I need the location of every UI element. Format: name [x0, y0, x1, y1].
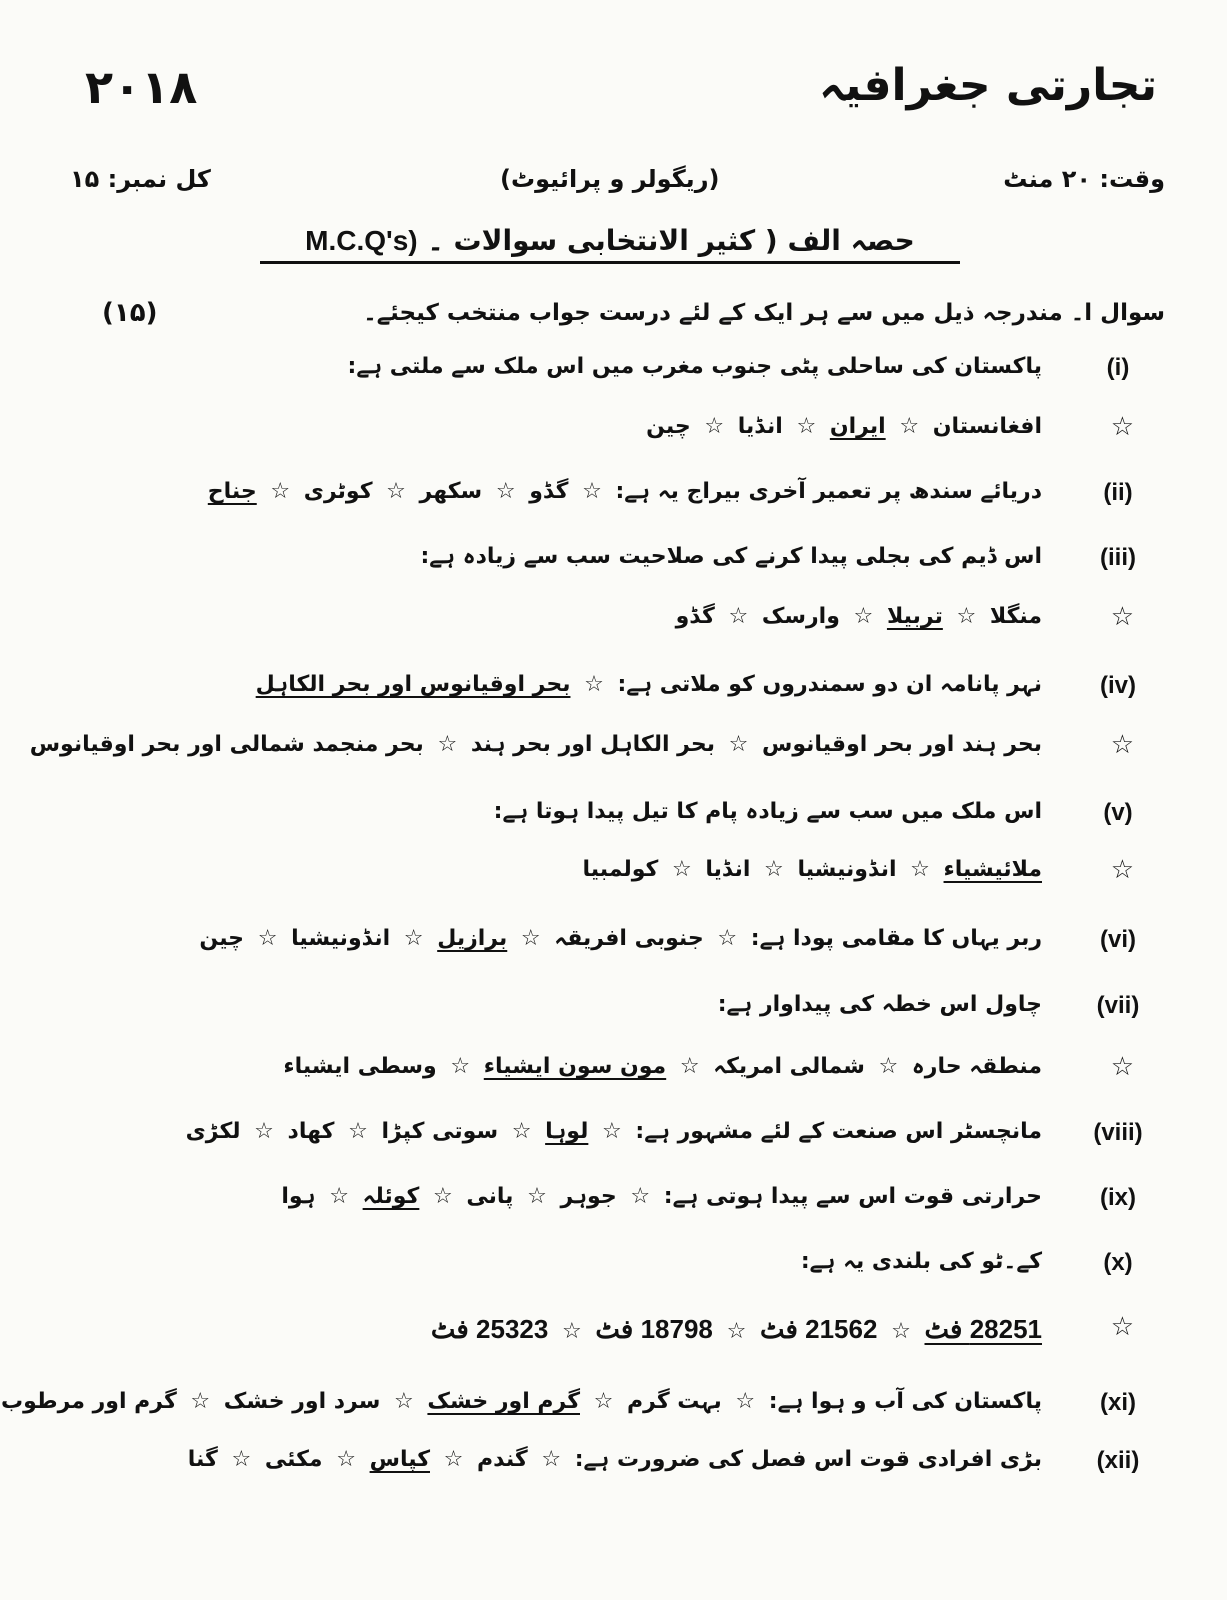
option-1: لوہا: [545, 1119, 589, 1144]
question-text: ربر یہاں کا مقامی پودا ہے:: [750, 926, 1042, 951]
mcq-item: [80, 988, 1150, 1036]
option-1: جوہر: [560, 1184, 617, 1209]
question-text: نہر پانامہ ان دو سمندروں کو ملاتی ہے:: [617, 672, 1042, 697]
option-1: ملائیشیاء: [943, 857, 1042, 882]
option-1: جنوبی افریقہ: [554, 926, 704, 951]
star-marker: ☆: [328, 1447, 364, 1472]
option-4: چین: [199, 926, 245, 951]
mcq-options-row: [80, 1310, 1150, 1358]
option-2: کپاس: [369, 1447, 430, 1472]
page-title: تجارتی جغرافیہ: [819, 60, 1157, 111]
star-marker: ☆: [718, 1319, 754, 1344]
question-instruction: مندرجہ ذیل میں سے ہر ایک کے لئے درست جواب منتخب کیجئے۔: [363, 300, 1063, 326]
star-marker: ☆: [429, 732, 465, 757]
star-marker: ☆: [622, 1184, 658, 1209]
star-marker: ☆: [891, 414, 927, 439]
option-1: گڈو: [529, 479, 569, 504]
mcq-options-row: [80, 600, 1150, 648]
option-2: پانی: [466, 1184, 514, 1209]
item-number: (viii): [1093, 1119, 1143, 1146]
option-2: بحر ہند اور بحر اوقیانوس: [762, 732, 1042, 757]
item-question: [80, 1184, 1042, 1209]
item-options: [80, 1314, 1042, 1345]
star-marker: ☆: [378, 479, 414, 504]
star-marker: ☆: [720, 732, 757, 757]
option-2: تربیلا: [886, 604, 943, 629]
time-value: ۲۰ منٹ: [1003, 165, 1091, 193]
question-text: بڑی افرادی قوت اس فصل کی ضرورت ہے:: [574, 1447, 1042, 1472]
option-4: گرم اور مرطوب: [1, 1389, 177, 1414]
item-options: [80, 604, 1042, 629]
item-question: [80, 672, 1042, 697]
mcq-options-row: [80, 1050, 1150, 1098]
question-text: پاکستان کی ساحلی پٹی جنوب مغرب میں اس ملک سے ملتی ہے:: [347, 354, 1042, 379]
star-marker: ☆: [902, 857, 938, 882]
question-text: مانچسٹر اس صنعت کے لئے مشہور ہے:: [635, 1119, 1042, 1144]
star-marker: ☆: [1110, 730, 1134, 760]
section-label: حصہ الف ( کثیر الانتخابی سوالات ۔: [427, 224, 915, 257]
item-question: [80, 992, 1042, 1017]
star-marker: ☆: [425, 1184, 461, 1209]
option-4: گنا: [187, 1447, 218, 1472]
question-text: اس ملک میں سب سے زیادہ پام کا تیل پیدا ہوتا ہے:: [493, 799, 1042, 824]
star-marker: ☆: [250, 926, 286, 951]
question-text: چاول اس خطہ کی پیداوار ہے:: [717, 992, 1042, 1017]
option-4: گڈو: [675, 604, 715, 629]
total-marks: [70, 165, 211, 193]
star-marker: ☆: [845, 604, 881, 629]
star-marker: ☆: [246, 1119, 282, 1144]
item-number: (iii): [1100, 544, 1136, 571]
option-3: انڈیا: [737, 414, 783, 439]
item-number: (xii): [1096, 1447, 1140, 1474]
option-3: مکئی: [264, 1447, 323, 1472]
mcq-item: [80, 1443, 1150, 1491]
option-2: شمالی امریکہ: [713, 1054, 865, 1079]
star-marker: ☆: [321, 1184, 357, 1209]
section-mcq-tag: M.C.Q's): [305, 225, 418, 256]
star-marker: ☆: [1110, 1052, 1134, 1082]
option-1: افغانستان: [932, 414, 1042, 439]
question-heading: [363, 300, 1165, 326]
star-marker: ☆: [340, 1119, 376, 1144]
item-question: [80, 1249, 1042, 1274]
question-text: کے۔ٹو کی بلندی یہ ہے:: [800, 1249, 1042, 1274]
mcq-item: [80, 668, 1150, 716]
option-1: بحر اوقیانوس اور بحر الکاہل: [255, 672, 571, 697]
star-marker: ☆: [513, 926, 549, 951]
item-question: [80, 354, 1042, 379]
star-marker: ☆: [576, 672, 612, 697]
option-2: 21562 فٹ: [759, 1314, 878, 1344]
star-marker: ☆: [883, 1319, 919, 1344]
option-2: برازیل: [437, 926, 508, 951]
option-1: منگلا: [989, 604, 1042, 629]
option-4: وسطی ایشیاء: [283, 1054, 437, 1079]
section-heading: [260, 224, 960, 264]
item-question: [80, 926, 1042, 951]
star-marker: ☆: [262, 479, 298, 504]
mcq-item: [1, 1385, 1150, 1433]
time-info: [1003, 165, 1165, 193]
exam-category: (ریگولر و پرائیوٹ): [500, 165, 720, 193]
option-3: انڈونیشیا: [291, 926, 391, 951]
item-number: (ii): [1103, 479, 1133, 506]
star-marker: ☆: [788, 414, 824, 439]
item-question: [80, 544, 1042, 569]
option-3: 18798 فٹ: [595, 1314, 713, 1344]
option-3: وارسک: [761, 604, 840, 629]
star-marker: ☆: [727, 1389, 763, 1414]
star-marker: ☆: [519, 1184, 555, 1209]
option-3: بحر الکاہل اور بحر ہند: [470, 732, 715, 757]
star-marker: ☆: [554, 1319, 590, 1344]
mcq-options-row: [80, 853, 1150, 901]
star-marker: ☆: [1110, 1312, 1134, 1342]
question-text: اس ڈیم کی بجلی پیدا کرنے کی صلاحیت سب سے زیادہ ہے:: [420, 544, 1042, 569]
item-question: [1, 1389, 1042, 1414]
star-marker: ☆: [182, 1389, 218, 1414]
mcq-options-row: [80, 410, 1150, 458]
item-options: [80, 1054, 1042, 1079]
option-4: بحر منجمد شمالی اور بحر اوقیانوس: [29, 732, 424, 757]
star-marker: ☆: [442, 1054, 478, 1079]
option-2: ایران: [829, 414, 886, 439]
option-3: انڈیا: [705, 857, 751, 882]
mcq-item: [80, 922, 1150, 970]
star-marker: ☆: [504, 1119, 540, 1144]
star-marker: ☆: [870, 1054, 906, 1079]
star-marker: ☆: [664, 857, 700, 882]
item-question: [80, 799, 1042, 824]
star-marker: ☆: [756, 857, 792, 882]
star-marker: ☆: [720, 604, 756, 629]
option-1: بہت گرم: [627, 1389, 722, 1414]
marks-label: کل نمبر:: [107, 165, 211, 193]
option-3: کھاد: [287, 1119, 335, 1144]
item-question: [80, 1447, 1042, 1472]
star-marker: ☆: [672, 1054, 708, 1079]
star-marker: ☆: [1110, 855, 1134, 885]
star-marker: ☆: [488, 479, 524, 504]
star-marker: ☆: [594, 1119, 630, 1144]
option-2: سکھر: [419, 479, 483, 504]
star-marker: ☆: [948, 604, 984, 629]
star-marker: ☆: [574, 479, 610, 504]
star-marker: ☆: [1110, 602, 1134, 632]
option-3: سرد اور خشک: [223, 1389, 381, 1414]
item-options: [80, 414, 1042, 439]
exam-year: ۲۰۱۸: [85, 60, 198, 114]
item-number: (iv): [1100, 672, 1136, 699]
time-label: وقت:: [1099, 165, 1165, 193]
mcq-item: [80, 350, 1150, 398]
question-text: حرارتی قوت اس سے پیدا ہوتی ہے:: [663, 1184, 1042, 1209]
item-number: (xi): [1100, 1389, 1136, 1416]
question-marks: (۱۵): [102, 298, 158, 328]
option-1: گندم: [477, 1447, 528, 1472]
option-2: گرم اور خشک: [427, 1389, 580, 1414]
question-text: پاکستان کی آب و ہوا ہے:: [768, 1389, 1042, 1414]
item-number: (vii): [1096, 992, 1140, 1019]
star-marker: ☆: [709, 926, 745, 951]
option-4: کولمبیا: [582, 857, 659, 882]
question-label: سوال ا۔: [1070, 300, 1165, 326]
option-2: انڈونیشیا: [797, 857, 897, 882]
option-3: کوئلہ: [362, 1184, 420, 1209]
option-4: جناح: [207, 479, 257, 504]
item-options: [80, 857, 1042, 882]
star-marker: ☆: [436, 1447, 472, 1472]
item-number: (ix): [1100, 1184, 1136, 1211]
option-4: لکڑی: [185, 1119, 241, 1144]
option-4: ہوا: [281, 1184, 316, 1209]
option-4: 25323 فٹ: [430, 1314, 549, 1344]
star-marker: ☆: [533, 1447, 569, 1472]
mcq-options-row: [29, 728, 1150, 776]
option-4: چین: [646, 414, 691, 439]
question-text: دریائے سندھ پر تعمیر آخری بیراج یہ ہے:: [615, 479, 1042, 504]
item-question: [80, 479, 1042, 504]
item-number: (v): [1103, 799, 1133, 826]
item-question: [80, 1119, 1042, 1144]
star-marker: ☆: [386, 1389, 422, 1414]
star-marker: ☆: [223, 1447, 259, 1472]
option-3: کوٹری: [303, 479, 373, 504]
option-2: سوتی کپڑا: [381, 1119, 499, 1144]
item-number: (x): [1103, 1249, 1133, 1276]
mcq-item: [80, 475, 1150, 523]
star-marker: ☆: [586, 1389, 622, 1414]
option-3: مون سون ایشیاء: [483, 1054, 667, 1079]
mcq-item: [80, 795, 1150, 843]
item-number: (vi): [1100, 926, 1136, 953]
star-marker: ☆: [396, 926, 432, 951]
option-1: 28251 فٹ: [924, 1314, 1042, 1344]
mcq-item: [80, 540, 1150, 588]
star-marker: ☆: [696, 414, 732, 439]
mcq-item: [80, 1180, 1150, 1228]
item-number: (i): [1106, 354, 1130, 381]
option-1: منطقہ حارہ: [911, 1054, 1042, 1079]
marks-value: ۱۵: [70, 165, 100, 193]
item-options: [29, 732, 1042, 757]
star-marker: ☆: [1110, 412, 1134, 442]
mcq-item: [80, 1245, 1150, 1293]
mcq-item: [80, 1115, 1150, 1163]
